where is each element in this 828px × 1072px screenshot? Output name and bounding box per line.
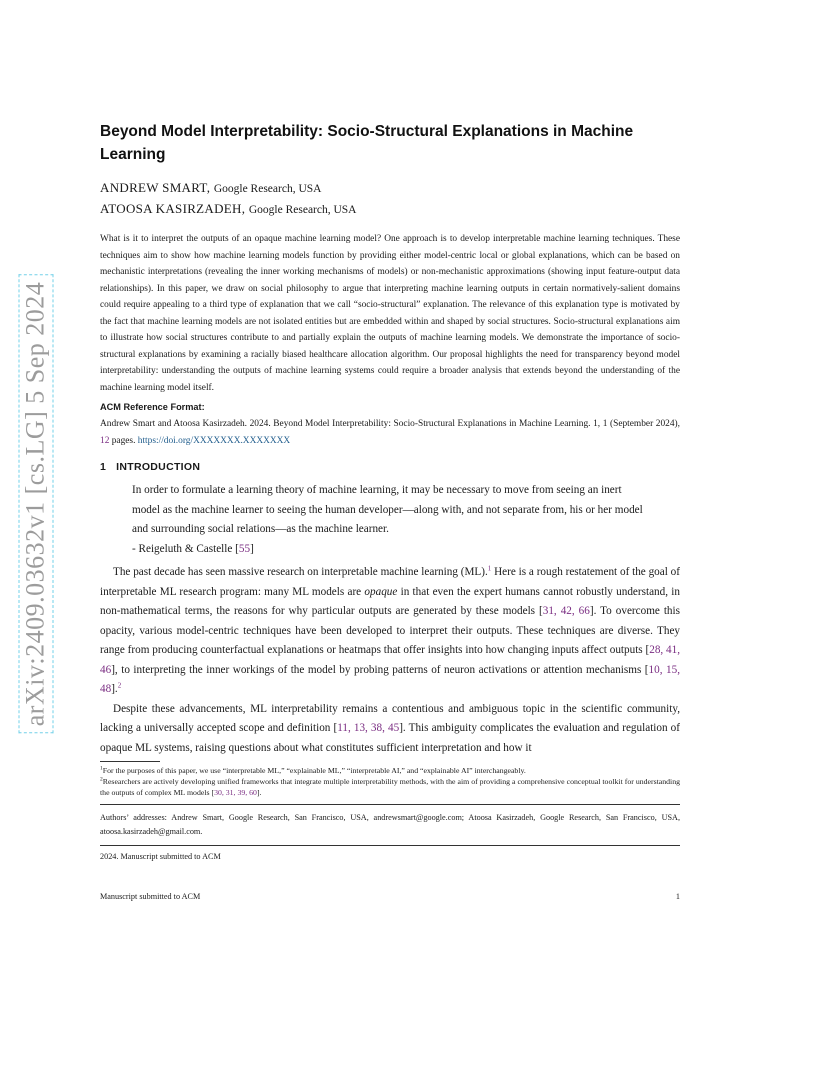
author-name: ANDREW SMART, (100, 180, 211, 195)
footnote-ref-2[interactable]: 2 (117, 681, 122, 690)
footnote-text: Researchers are actively developing unified frameworks that integrate multiple interpretability methods, with the aim of providing a comprehensive conceptual toolkit for understanding the outputs of complex ML models [ (100, 777, 680, 797)
attribution-close: ] (250, 542, 254, 555)
addresses-divider (100, 804, 680, 805)
doi-link[interactable]: https://doi.org/XXXXXXX.XXXXXXX (137, 435, 291, 446)
citation-link[interactable]: 28, 41, 46 (100, 644, 681, 676)
emphasis-text: opaque (364, 585, 398, 598)
text-run: ], to interpreting the inner workings of the model by probing patterns of neuron activations or attention mechanisms [ (111, 663, 649, 676)
page-number: 1 (675, 892, 680, 901)
acm-reference-text (100, 416, 680, 449)
section-number: 1 (100, 461, 107, 473)
footnote-2 (100, 776, 680, 798)
citation-link[interactable]: 11, 13, 38, 45 (337, 722, 400, 734)
attribution-text: - Reigeluth & Castelle [ (132, 542, 239, 555)
section-heading (100, 461, 680, 473)
author-1 (100, 180, 680, 196)
footnote-divider (100, 761, 160, 762)
pages-link[interactable]: 12 (100, 435, 110, 446)
paper-title: Beyond Model Interpretability: Socio-Structural Explanations in Machine Learning (100, 123, 634, 163)
citation-link[interactable]: 10, 15, 48 (100, 663, 680, 695)
footnote-text: For the purposes of this paper, we use “interpretable ML,” “explainable ML,” “interpretable AI,” and “explainable AI” interchangeably. (102, 766, 526, 775)
epigraph-quote: In order to formulate a learning theory of machine learning, it may be necessary to move from seeing an inert model as the machine learner to seeing the human developer—along with, and not separate from, his or her model and surrounding social relations—as the machine learner. (132, 484, 643, 535)
citation-link[interactable]: 55 (238, 542, 251, 555)
text-run: ]. This ambiguity complicates the evaluation and regulation of opaque ML systems, raising questions about what constitutes sufficient interpretation and how it (100, 722, 681, 754)
footnote-mark: 2 (100, 776, 103, 783)
text-run: The past decade has seen massive research on interpretable machine learning (ML). (113, 566, 488, 578)
section-title: INTRODUCTION (116, 461, 201, 473)
footnote-ref-1[interactable]: 1 (487, 564, 492, 573)
running-footer (100, 892, 680, 901)
text-run: Here is a rough restatement of the goal of interpretable ML research program: many ML models are (100, 566, 680, 598)
arxiv-identifier: arXiv:2409.03632v1 [cs.LG] 5 Sep 2024 (19, 275, 54, 734)
acm-ref-citation: Andrew Smart and Atoosa Kasirzadeh. 2024. Beyond Model Interpretability: Socio-Structural Explanations in Machine Learning. 1, 1 (September 2024), (100, 419, 680, 429)
submitted-divider (100, 845, 680, 846)
epigraph-attribution (132, 540, 680, 560)
acm-reference-heading: ACM Reference Format: (100, 402, 205, 412)
footnote-text-close: ]. (256, 788, 262, 797)
acm-ref-pages-label: pages. (109, 435, 138, 446)
author-addresses: Authors’ addresses: Andrew Smart, Google Research, San Francisco, USA, andrewsmart@google.com; Atoosa Kasirzadeh, Google Research, San Francisco, USA, atoosa.kasirzadeh@gmail.com. (100, 813, 680, 836)
text-run: ]. To overcome this opacity, various model-centric techniques have been developed to interpret their outputs. These techniques are diverse. They range from producing counterfactual explanations or heatmaps that offer insights into how changing inputs affect outputs [ (100, 605, 680, 656)
author-name: ATOOSA KASIRZADEH, (100, 201, 246, 216)
submission-note: 2024. Manuscript submitted to ACM (100, 852, 221, 861)
paragraph-1 (100, 563, 680, 700)
arxiv-side-stamp (14, 268, 58, 740)
citation-link[interactable]: 30, 31, 39, 60 (214, 788, 257, 797)
footnote-1 (100, 765, 680, 776)
footnote-mark: 1 (100, 765, 103, 772)
author-affiliation: Google Research, USA (213, 183, 322, 195)
footer-journal: Manuscript submitted to ACM (100, 892, 201, 901)
citation-link[interactable]: 31, 42, 66 (542, 605, 590, 617)
abstract: What is it to interpret the outputs of an opaque machine learning model? One approach is to develop interpretable machine learning techniques. These techniques aim to show how machine learning models function by providing either model-centric local or global explanations, which can be based on mechanistic interpretations (revealing the inner working mechanisms of models) or non-mechanistic approximations (showing input feature-output data relationships). In this paper, we draw on social philosophy to argue that interpreting machine learning outputs in certain normatively-salient domains could require appealing to a third type of explanation that we call “socio-structural” explanation. The relevance of this explanation type is motivated by the fact that machine learning models are not isolated entities but are embedded within and shaped by social structures. Socio-structural explanations aim to illustrate how social structures contribute to and partially explain the outputs of machine learning models. We demonstrate the importance of socio-structural explanations by examining a racially biased healthcare allocation algorithm. Our proposal highlights the need for transparency beyond model interpretability: understanding the outputs of machine learning systems could require a broader analysis that extends beyond the understanding of the machine learning model itself. (100, 234, 680, 393)
text-run: Despite these advancements, ML interpretability remains a contentious and ambiguous topic in the scientific community, lacking a universally accepted scope and definition [ (100, 702, 680, 734)
text-run: ]. (111, 683, 118, 695)
author-affiliation: Google Research, USA (248, 204, 357, 216)
paper-page (100, 120, 680, 861)
author-2 (100, 201, 680, 217)
paragraph-2 (100, 700, 680, 759)
text-run: in that even the expert humans cannot robustly understand, in non-mathematical terms, the reasons for why particular outputs are generated by these models [ (100, 585, 680, 617)
